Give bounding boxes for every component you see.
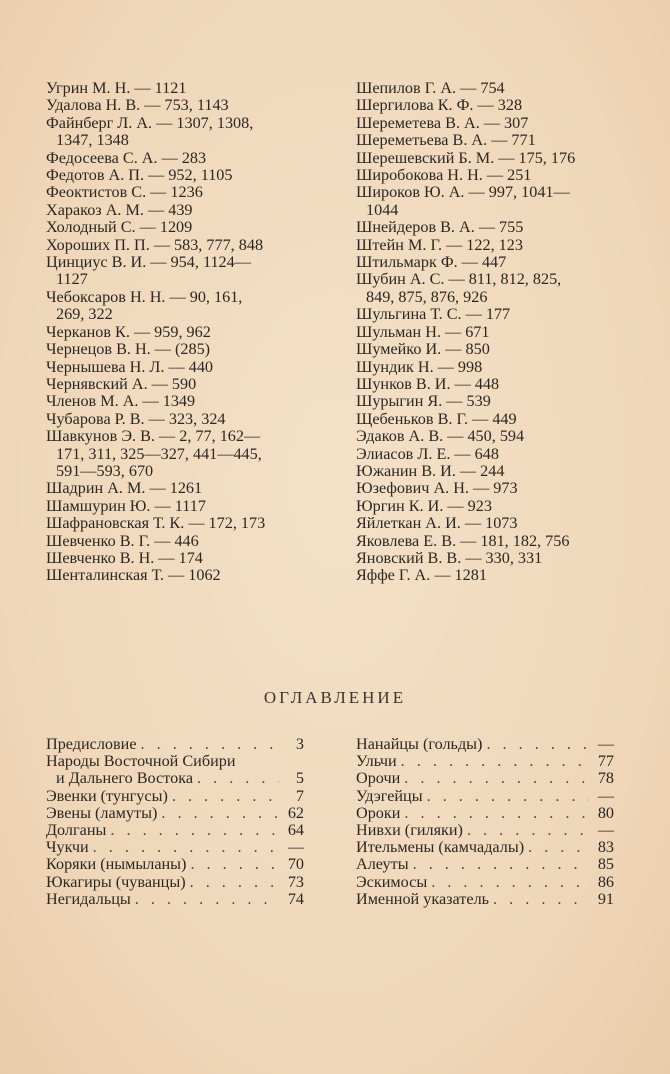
index-entry	[356, 219, 624, 236]
index-entry	[356, 341, 624, 358]
toc-entry	[46, 874, 304, 891]
index-entry	[46, 254, 318, 289]
index-entry	[356, 80, 624, 97]
index-entry-text: Шереметьева В. А. — 771	[356, 131, 536, 150]
toc-entry	[46, 891, 304, 908]
toc-entry-label: Эвены (ламуты)	[46, 803, 158, 822]
index-entry-text: Удалова Н. В. — 753, 1143	[46, 96, 229, 115]
index-entry	[356, 463, 624, 480]
index-entry-text: Шнейдеров В. А. — 755	[356, 218, 524, 237]
index-entry-text: Чубарова Р. В. — 323, 324	[46, 409, 226, 428]
toc-entry	[356, 822, 614, 839]
index-entry-text: Элиасов Л. Е. — 648	[356, 444, 499, 463]
index-entry-continuation: 1127	[56, 270, 88, 289]
index-entry	[356, 150, 624, 167]
toc-entry-label: Ительмены (камчадалы)	[356, 838, 525, 857]
index-entry-text: Шерешевский Б. М. — 175, 176	[356, 148, 576, 167]
index-entry-text: Черканов К. — 959, 962	[46, 322, 211, 341]
index-entry-text: Федотов А. П. — 952, 1105	[46, 166, 233, 185]
toc-entry-label: Орочи	[356, 769, 401, 788]
toc-entry-label: Негидальцы	[46, 889, 131, 908]
toc-heading: ОГЛАВЛЕНИЕ	[263, 688, 407, 707]
toc-entry-page: 77	[597, 752, 614, 771]
toc-leader-dots	[193, 770, 279, 787]
index-entry-text: Цинциус В. И. — 954, 1124—	[46, 253, 251, 272]
index-entry-text: Шамшурин Ю. — 1117	[46, 496, 206, 515]
toc-entry-page: 7	[295, 786, 304, 805]
toc-right-column	[356, 736, 614, 908]
index-entry	[356, 498, 624, 515]
toc-entry-label: Коряки (нымыланы)	[46, 855, 187, 874]
index-entry-text: Файнберг Л. А. — 1307, 1308,	[46, 113, 254, 132]
toc-entry-page: 85	[597, 855, 614, 874]
index-entry	[46, 359, 318, 376]
toc-leader-dots	[137, 736, 279, 753]
toc-entry-page: 64	[287, 821, 304, 840]
toc-leader-dots	[489, 891, 589, 908]
index-entry-text: Угрин М. Н. — 1121	[46, 79, 187, 97]
toc-entry-page: 80	[597, 803, 614, 822]
toc-entry	[46, 822, 304, 839]
toc-leader-dots	[186, 856, 279, 873]
index-entry-text: Федосеева С. А. — 283	[46, 148, 207, 167]
name-index-left-column	[46, 80, 318, 585]
index-entry-text: Штейн М. Г. — 122, 123	[356, 235, 523, 254]
toc-entry-page: 78	[597, 769, 614, 788]
index-entry-text: Шундик Н. — 998	[356, 357, 483, 376]
toc-entry-label: Эвенки (тунгусы)	[46, 786, 168, 805]
index-entry-text: Хороших П. П. — 583, 777, 848	[46, 235, 264, 254]
index-entry-text: Шумейко И. — 850	[356, 340, 490, 359]
toc-leader-dots	[400, 805, 589, 822]
toc-leader-dots	[423, 788, 589, 805]
index-entry	[356, 97, 624, 114]
toc-leader-dots	[482, 736, 589, 753]
index-entry	[46, 97, 318, 114]
toc-entry-label: Алеуты	[356, 855, 409, 874]
index-entry	[46, 115, 318, 150]
toc-entry-page: —	[597, 821, 614, 840]
toc-entry-page: 5	[295, 769, 304, 788]
index-entry	[356, 411, 624, 428]
toc-entry-label: Нанайцы (гольды)	[356, 735, 483, 753]
toc-entry	[46, 770, 304, 787]
index-entry-text: Эдаков А. В. — 450, 594	[356, 427, 525, 446]
index-entry	[356, 480, 624, 497]
index-entry-text: Чернявский А. — 590	[46, 374, 197, 393]
index-entry-text: Шунков В. И. — 448	[356, 374, 500, 393]
index-entry-text: Членов М. А. — 1349	[46, 392, 196, 411]
toc-entry	[356, 874, 614, 891]
toc-entry	[356, 736, 614, 753]
toc-entry-label: Именной указатель	[356, 889, 490, 908]
index-entry	[46, 567, 318, 584]
toc-entry	[46, 736, 304, 753]
index-entry-text: Чернышева Н. Л. — 440	[46, 357, 214, 376]
index-entry-text: Яффе Г. А. — 1281	[356, 566, 487, 585]
toc-leader-dots	[400, 770, 589, 787]
index-entry-text: Шульман Н. — 671	[356, 322, 490, 341]
index-entry	[46, 167, 318, 184]
toc-entry-page: 91	[597, 889, 614, 908]
index-entry	[46, 393, 318, 410]
index-entry	[356, 167, 624, 184]
toc-leader-dots	[397, 753, 589, 770]
index-entry-continuation: 1347, 1348	[56, 131, 129, 150]
toc-leader-dots	[409, 856, 589, 873]
toc-entry	[46, 839, 304, 856]
index-entry-text: Харакоз А. М. — 439	[46, 200, 193, 219]
toc-entry-page: 86	[597, 872, 614, 891]
toc-entry-label: и Дальнего Востока	[56, 769, 194, 788]
index-entry	[356, 376, 624, 393]
index-entry-text: Шурыгин Я. — 539	[356, 392, 491, 411]
index-entry-text: Широков Ю. А. — 997, 1041—	[356, 183, 570, 202]
index-entry	[356, 324, 624, 341]
index-entry-text: Юргин К. И. — 923	[356, 496, 492, 515]
index-entry-text: Шевченко В. Г. — 446	[46, 531, 199, 550]
index-entry	[46, 202, 318, 219]
index-entry-text: Яновский В. В. — 330, 331	[356, 548, 543, 567]
index-entry	[46, 341, 318, 358]
index-entry	[46, 150, 318, 167]
toc-entry-page: 74	[287, 889, 304, 908]
index-entry-continuation: 171, 311, 325—327, 441—445,	[56, 444, 262, 463]
index-entry-text: Шафрановская Т. К. — 172, 173	[46, 514, 266, 533]
toc-entry	[356, 770, 614, 787]
index-entry-text: Шепилов Г. А. — 754	[356, 79, 505, 97]
toc-entry-label: Народы Восточной Сибири	[46, 752, 236, 771]
index-entry	[356, 515, 624, 532]
toc-entry-label: Чукчи	[46, 838, 89, 857]
index-entry-text: Яковлева Е. В. — 181, 182, 756	[356, 531, 570, 550]
index-entry-continuation: 591—593, 670	[56, 461, 154, 480]
index-entry-text: Холодный С. — 1209	[46, 218, 193, 237]
toc-entry-label: Предисловие	[46, 735, 137, 753]
toc-entry-label: Юкагиры (чуванцы)	[46, 872, 186, 891]
index-entry	[46, 533, 318, 550]
toc-leader-dots	[186, 874, 279, 891]
index-entry	[356, 254, 624, 271]
index-entry-text: Шергилова К. Ф. — 328	[356, 96, 523, 115]
name-index-right-column	[356, 80, 624, 585]
toc-entry-page: 62	[287, 803, 304, 822]
index-entry	[356, 132, 624, 149]
index-entry-text: Яйлеткан А. И. — 1073	[356, 514, 518, 533]
toc-entry	[356, 891, 614, 908]
index-entry-text: Шубин А. С. — 811, 812, 825,	[356, 270, 562, 289]
index-entry	[356, 393, 624, 410]
index-entry	[356, 184, 624, 219]
index-entry-text: Шадрин А. М. — 1261	[46, 479, 203, 498]
index-entry	[46, 428, 318, 480]
toc-leader-dots	[427, 874, 589, 891]
index-entry	[356, 567, 624, 584]
toc-leader-dots	[168, 788, 279, 805]
toc-entry-page: —	[287, 838, 304, 857]
index-entry	[356, 359, 624, 376]
index-entry-text: Широбокова Н. Н. — 251	[356, 166, 532, 185]
index-entry	[46, 376, 318, 393]
index-entry-continuation: 1044	[366, 200, 399, 219]
toc-entry	[356, 753, 614, 770]
index-entry-continuation: 269, 322	[56, 305, 113, 324]
index-entry	[356, 115, 624, 132]
index-entry-continuation: 849, 875, 876, 926	[366, 287, 488, 306]
index-entry	[46, 411, 318, 428]
toc-entry-label: Удэгейцы	[356, 786, 423, 805]
toc-leader-dots	[131, 891, 279, 908]
index-entry	[356, 306, 624, 323]
toc-leader-dots	[463, 822, 589, 839]
toc-entry-label: Нивхи (гиляки)	[356, 821, 463, 840]
index-entry	[46, 184, 318, 201]
toc-entry	[356, 788, 614, 805]
toc-entry	[46, 856, 304, 873]
toc-left-column	[46, 736, 304, 908]
toc-leader-dots	[106, 822, 279, 839]
index-entry-text: Шавкунов Э. В. — 2, 77, 162—	[46, 427, 261, 446]
toc-leader-dots	[89, 839, 279, 856]
index-entry	[46, 550, 318, 567]
toc-entry	[46, 788, 304, 805]
index-entry-text: Штильмарк Ф. — 447	[356, 253, 507, 272]
index-entry-text: Чернецов В. Н. — (285)	[46, 340, 211, 359]
toc-entry	[46, 753, 304, 770]
toc-entry-page: 3	[295, 735, 304, 753]
index-entry-text: Шенталинская Т. — 1062	[46, 566, 221, 585]
toc-entry-page: —	[597, 786, 614, 805]
index-entry-text: Шереметева В. А. — 307	[356, 113, 529, 132]
index-entry	[46, 480, 318, 497]
toc-entry-page: —	[597, 735, 614, 753]
index-entry	[46, 515, 318, 532]
toc-entry-page: 83	[597, 838, 614, 857]
index-entry-text: Юзефович А. Н. — 973	[356, 479, 518, 498]
index-entry-text: Шульгина Т. С. — 177	[356, 305, 511, 324]
index-entry	[46, 289, 318, 324]
index-entry	[356, 271, 624, 306]
toc-entry-label: Долганы	[46, 821, 107, 840]
index-entry	[46, 80, 318, 97]
index-entry-text: Шевченко В. Н. — 174	[46, 548, 203, 567]
index-entry	[356, 550, 624, 567]
toc-entry-page: 70	[287, 855, 304, 874]
toc-leader-dots	[157, 805, 279, 822]
index-entry	[46, 219, 318, 236]
index-entry	[46, 324, 318, 341]
index-entry	[356, 446, 624, 463]
index-entry-text: Чебоксаров Н. Н. — 90, 161,	[46, 287, 243, 306]
index-entry	[46, 498, 318, 515]
index-entry	[356, 533, 624, 550]
toc-entry-label: Ульчи	[356, 752, 397, 771]
toc-entry	[356, 805, 614, 822]
toc-entry	[46, 805, 304, 822]
index-entry	[356, 237, 624, 254]
index-entry	[46, 237, 318, 254]
index-entry-text: Южанин В. И. — 244	[356, 461, 505, 480]
index-entry	[356, 428, 624, 445]
index-entry-text: Феоктистов С. — 1236	[46, 183, 203, 202]
index-entry-text: Щебеньков В. Г. — 449	[356, 409, 517, 428]
toc-entry	[356, 856, 614, 873]
toc-entry-page: 73	[287, 872, 304, 891]
toc-leader-dots	[524, 839, 589, 856]
toc-entry-label: Ороки	[356, 803, 401, 822]
toc-entry-label: Эскимосы	[356, 872, 428, 891]
toc-entry	[356, 839, 614, 856]
